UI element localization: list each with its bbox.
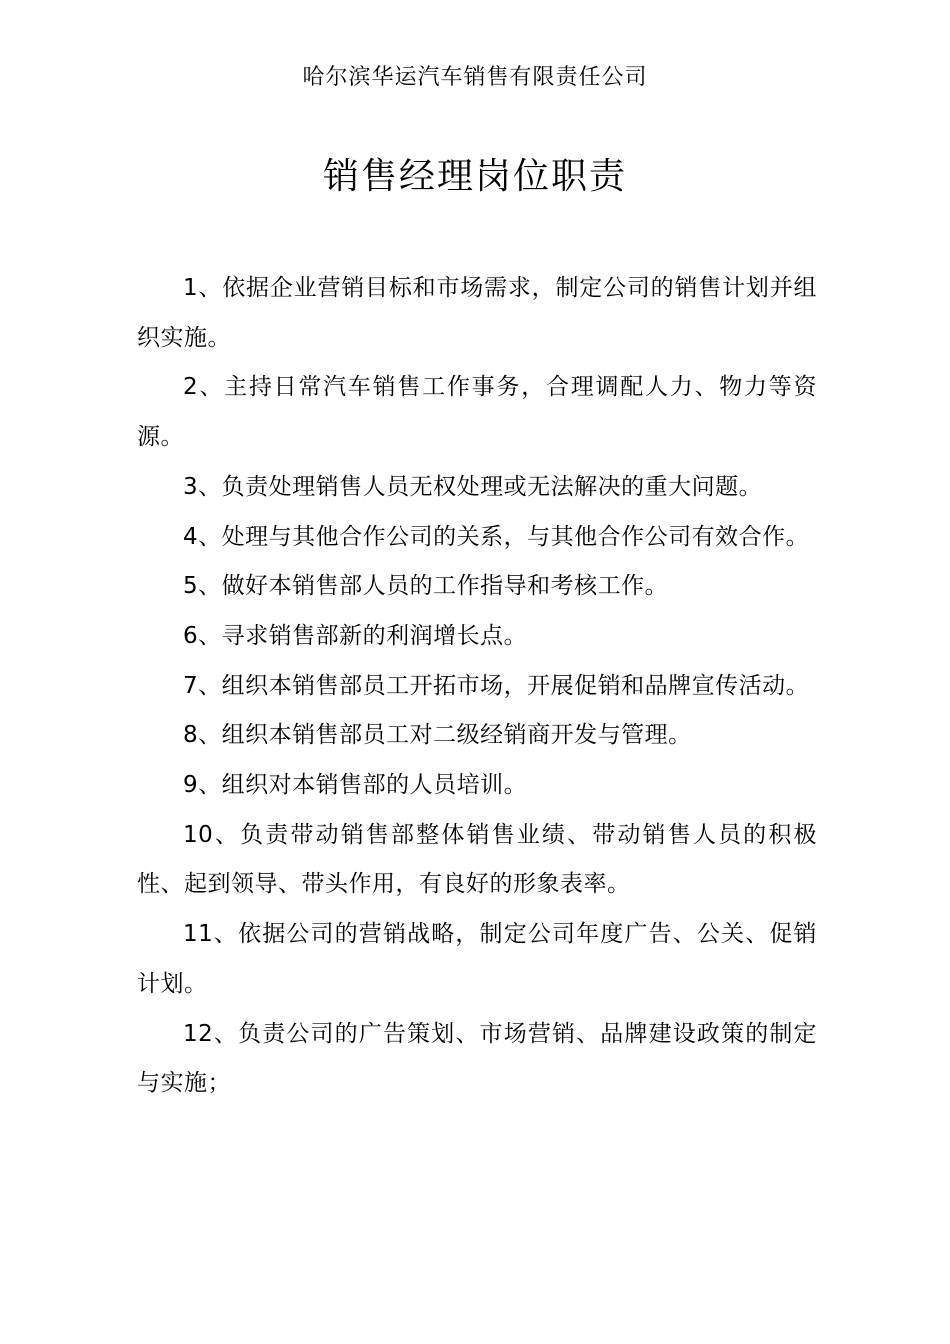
company-name: 哈尔滨华运汽车销售有限责任公司 [302,65,648,90]
duty-item: 8、组织本销售部员工对二级经销商开发与管理。 [183,722,692,749]
duty-item: 11、依据公司的营销战略，制定公司年度广告、公关、促销计划。 [137,921,817,997]
duty-item: 1、依据企业营销目标和市场需求，制定公司的销售计划并组织实施。 [137,275,817,351]
duty-item: 6、寻求销售部新的利润增长点。 [183,622,528,649]
duty-item: 5、做好本销售部人员的工作指导和考核工作。 [183,573,669,600]
duty-item: 3、负责处理销售人员无权处理或无法解决的重大问题。 [183,473,763,500]
duty-item: 2、主持日常汽车销售工作事务，合理调配人力、物力等资源。 [137,374,817,451]
duties-list [137,264,817,1109]
duty-item: 9、组织对本销售部的人员培训。 [183,772,528,799]
duty-item: 10、负责带动销售部整体销售业绩、带动销售人员的积极性、起到领导、带头作用，有良好的形象表率。 [137,821,817,898]
duty-item: 4、处理与其他合作公司的关系，与其他合作公司有效合作。 [183,523,810,550]
document-title: 销售经理岗位职责 [322,156,627,197]
duty-item: 7、组织本销售部员工开拓市场，开展促销和品牌宣传活动。 [183,672,810,699]
duty-item: 12、负责公司的广告策划、市场营销、品牌建设政策的制定与实施； [137,1020,817,1097]
